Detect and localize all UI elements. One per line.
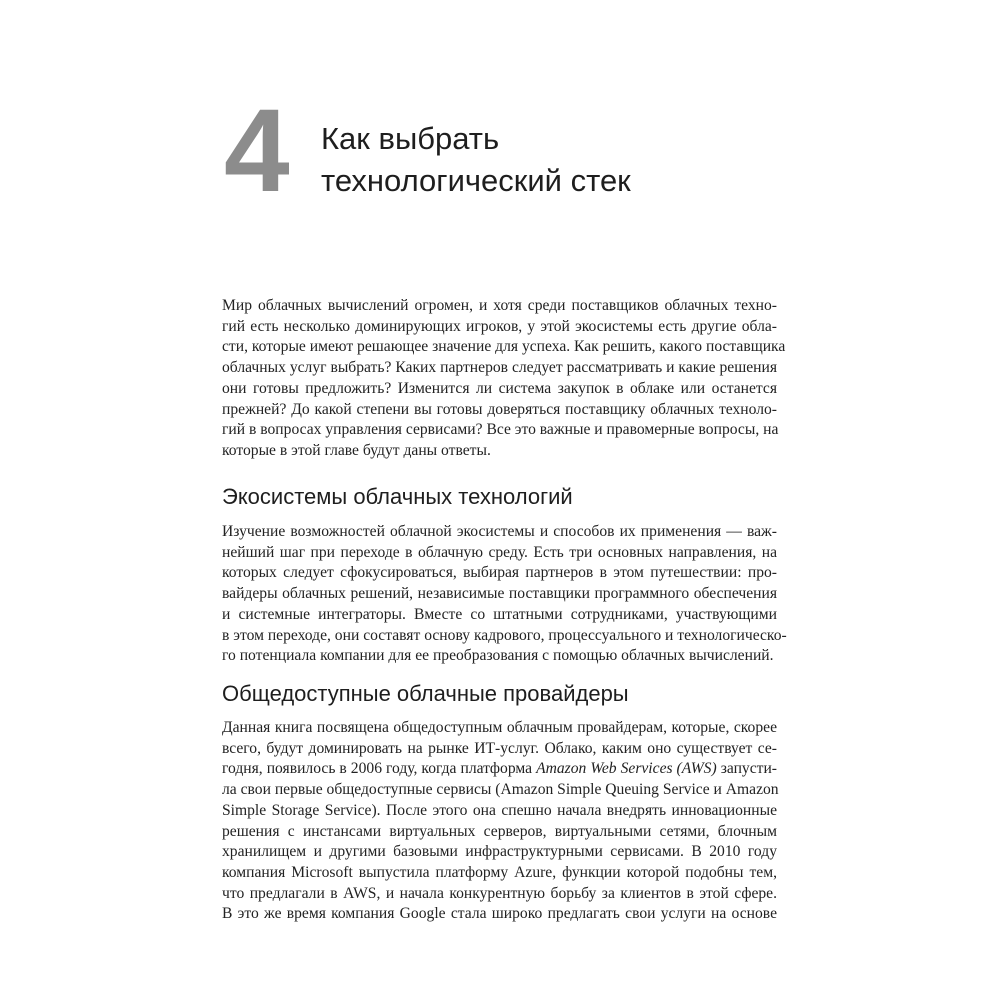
text-line: решения с инстансами виртуальных серверов, виртуальными сетями, блочным [222, 822, 777, 840]
text-line: которые в этой главе будут даны ответы. [222, 441, 491, 459]
text-line: гий в вопросах управления сервисами? Все это важные и правомерные вопросы, на [222, 421, 779, 439]
text-line: хранилищем и другими базовыми инфраструктурными сервисами. В 2010 году [222, 843, 777, 861]
ecosystems-paragraph [222, 522, 787, 667]
text-line: в этом переходе, они составят основу кадрового, процессуального и технологическо- [222, 626, 787, 644]
text-line: нейший шаг при переходе в облачную среду. Есть три основных направления, на [222, 543, 777, 561]
text-line: Изучение возможностей облачной экосистемы и способов их применения — важ- [222, 523, 777, 540]
text-line: которых следует сфокусироваться, выбирая партнеров в этом путешествии: про- [222, 564, 777, 582]
text-line: что предлагали в AWS, и начала конкурентную борьбу за клиентов в этой сфере. [222, 884, 777, 902]
text-fragment: годня, появилось в 2006 году, когда платформа [222, 760, 537, 778]
text-line: компания Microsoft выпустила платформу Azure, функции которой подобны тем, [222, 863, 777, 881]
text-line: и системные интеграторы. Вместе со штатными сотрудниками, участвующими [222, 605, 777, 623]
section-heading-ecosystems: Экосистемы облачных технологий [222, 484, 573, 509]
text-line: го потенциала компании для ее преобразования с помощью облачных вычислений. [222, 647, 774, 665]
intro-paragraph [222, 296, 786, 462]
chapter-title-line: Как выбрать [321, 121, 500, 156]
text-line: гий есть несколько доминирующих игроков, у этой экосистемы есть другие обла- [222, 317, 777, 335]
text-line: ла свои первые общедоступные сервисы (Amazon Simple Queuing Service и Amazon [222, 781, 779, 799]
chapter-number: 4 [224, 85, 290, 217]
text-line: Simple Storage Service). После этого она спешно начала внедрять инновационные [222, 801, 777, 819]
text-line: Мир облачных вычислений огромен, и хотя среди поставщиков облачных техно- [222, 297, 777, 314]
chapter-title-line: технологический стек [321, 163, 631, 198]
emphasis-aws: Amazon Web Services (AWS) [536, 760, 717, 778]
text-line: вайдеры облачных решений, независимые поставщики программного обеспечения [222, 585, 777, 603]
text-fragment: запусти- [716, 760, 777, 778]
text-line: В это же время компания Google стала широко предлагать свои услуги на основе [222, 905, 777, 923]
text-line: они готовы предложить? Изменится ли система закупок в облаке или останется [222, 379, 777, 397]
text-line [222, 759, 777, 780]
text-line: прежней? До какой степени вы готовы доверяться поставщику облачных техноло- [222, 400, 777, 418]
text-line: всего, будут доминировать на рынке ИТ-услуг. Облако, каким оно существует се- [222, 739, 777, 757]
text-line: облачных услуг выбрать? Каких партнеров следует рассматривать и какие решения [222, 359, 777, 377]
text-line: сти, которые имеют решающее значение для успеха. Как решить, какого поставщика [222, 338, 786, 356]
text-line: Данная книга посвящена общедоступным облачным провайдерам, которые, скорее [222, 719, 777, 736]
section-heading-public-providers: Общедоступные облачные провайдеры [222, 681, 629, 706]
public-providers-paragraph [222, 718, 777, 925]
chapter-title [321, 118, 631, 202]
